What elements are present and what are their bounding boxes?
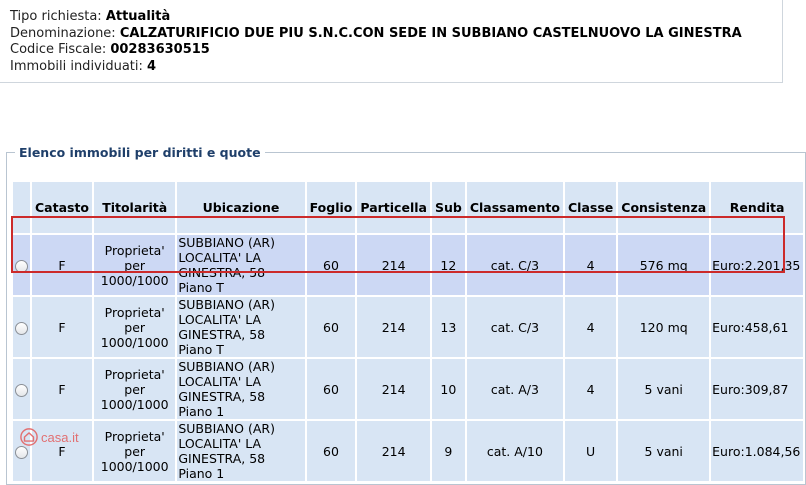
cell-sub: 12 <box>432 235 465 295</box>
titolarita-line-1: Proprieta' per <box>104 428 165 459</box>
titolarita-line-1: Proprieta' per <box>104 366 165 397</box>
cell-consistenza: 576 mq <box>618 235 709 295</box>
row-radio[interactable] <box>15 260 28 273</box>
denominazione-label: Denominazione: <box>10 25 116 41</box>
property-list-legend: Elenco immobili per diritti e quote <box>19 145 261 160</box>
table-row[interactable] <box>13 421 803 481</box>
header-sub: Sub <box>432 182 465 233</box>
cell-sub: 10 <box>432 359 465 419</box>
cell-sub: 9 <box>432 421 465 481</box>
cell-sub: 13 <box>432 297 465 357</box>
ubicazione-line-2: LOCALITA' LA <box>178 374 262 389</box>
immobili-line <box>10 59 782 76</box>
header-titolarita: Titolarità <box>94 182 175 233</box>
cell-classe: U <box>565 421 616 481</box>
ubicazione-line-3: GINESTRA, 58 Piano 1 <box>178 389 266 419</box>
cell-consistenza: 5 vani <box>618 359 709 419</box>
cell-classamento: cat. C/3 <box>467 235 563 295</box>
titolarita-line-1: Proprieta' per <box>104 242 165 273</box>
cell-classamento: cat. C/3 <box>467 297 563 357</box>
row-radio[interactable] <box>15 446 28 459</box>
tipo-richiesta-value: Attualità <box>105 9 171 24</box>
property-list-fieldset <box>6 145 806 485</box>
header-consistenza: Consistenza <box>618 182 709 233</box>
cell-ubicazione <box>177 297 304 357</box>
row-select-cell[interactable] <box>13 235 30 295</box>
titolarita-line-1: Proprieta' per <box>104 304 165 335</box>
property-table <box>11 180 805 483</box>
cell-catasto: F <box>32 359 92 419</box>
header-select <box>13 182 30 233</box>
request-info-panel <box>0 0 783 83</box>
cell-foglio: 60 <box>307 297 356 357</box>
cell-rendita: Euro:2.201,35 <box>711 235 803 295</box>
ubicazione-line-2: LOCALITA' LA <box>178 436 262 451</box>
cell-titolarita <box>94 359 175 419</box>
titolarita-line-2: 1000/1000 <box>100 396 169 412</box>
header-ubicazione: Ubicazione <box>177 182 304 233</box>
immobili-value: 4 <box>147 58 157 74</box>
cell-rendita: Euro:458,61 <box>711 297 803 357</box>
watermark-text: casa.it <box>41 429 79 445</box>
cell-rendita: Euro:309,87 <box>711 359 803 419</box>
cell-foglio: 60 <box>307 235 356 295</box>
ubicazione-line-1: SUBBIANO (AR) <box>178 421 275 436</box>
row-select-cell[interactable] <box>13 297 30 357</box>
table-row[interactable] <box>13 297 803 357</box>
tipo-richiesta-line <box>10 9 782 26</box>
cell-classe: 4 <box>565 297 616 357</box>
header-classe: Classe <box>565 182 616 233</box>
denominazione-line <box>10 26 782 43</box>
house-icon <box>20 428 38 446</box>
header-classamento: Classamento <box>467 182 563 233</box>
cell-ubicazione <box>177 235 304 295</box>
row-radio[interactable] <box>15 322 28 335</box>
cell-catasto: F <box>32 235 92 295</box>
cell-ubicazione <box>177 359 304 419</box>
ubicazione-line-2: LOCALITA' LA <box>178 250 262 265</box>
cell-ubicazione <box>177 421 304 481</box>
row-radio[interactable] <box>15 384 28 397</box>
denominazione-value: CALZATURIFICIO DUE PIU S.N.C.CON SEDE IN SUBBIANO CASTELNUOVO LA GINESTRA <box>119 25 742 41</box>
header-rendita: Rendita <box>711 182 803 233</box>
header-catasto: Catasto <box>32 182 92 233</box>
cell-classe: 4 <box>565 359 616 419</box>
header-particella: Particella <box>357 182 430 233</box>
ubicazione-line-2: LOCALITA' LA <box>178 312 262 327</box>
ubicazione-line-3: GINESTRA, 58 Piano T <box>178 327 266 357</box>
ubicazione-line-1: SUBBIANO (AR) <box>178 359 275 374</box>
cell-consistenza: 5 vani <box>618 421 709 481</box>
cell-titolarita <box>94 421 175 481</box>
titolarita-line-2: 1000/1000 <box>100 458 169 474</box>
table-row[interactable] <box>13 359 803 419</box>
ubicazione-line-3: GINESTRA, 58 Piano T <box>178 265 266 295</box>
titolarita-line-2: 1000/1000 <box>100 334 169 350</box>
row-select-cell[interactable] <box>13 359 30 419</box>
table-header-row <box>13 182 803 233</box>
cell-particella: 214 <box>357 359 430 419</box>
titolarita-line-2: 1000/1000 <box>100 272 169 288</box>
cell-foglio: 60 <box>307 359 356 419</box>
casa-it-watermark <box>20 428 79 446</box>
cell-catasto: F <box>32 297 92 357</box>
cell-titolarita <box>94 297 175 357</box>
cell-particella: 214 <box>357 297 430 357</box>
cell-classe: 4 <box>565 235 616 295</box>
codice-fiscale-value: 00283630515 <box>110 42 210 57</box>
codice-fiscale-label: Codice Fiscale: <box>10 42 107 57</box>
table-row[interactable] <box>13 235 803 295</box>
cell-rendita: Euro:1.084,56 <box>711 421 803 481</box>
cell-classamento: cat. A/10 <box>467 421 563 481</box>
cell-consistenza: 120 mq <box>618 297 709 357</box>
cell-titolarita <box>94 235 175 295</box>
cell-catasto: F <box>32 421 92 481</box>
codice-fiscale-line <box>10 42 782 59</box>
header-foglio: Foglio <box>307 182 356 233</box>
ubicazione-line-3: GINESTRA, 58 Piano 1 <box>178 451 266 481</box>
ubicazione-line-1: SUBBIANO (AR) <box>178 297 275 312</box>
cell-particella: 214 <box>357 235 430 295</box>
tipo-richiesta-label: Tipo richiesta: <box>10 9 102 24</box>
cell-particella: 214 <box>357 421 430 481</box>
ubicazione-line-1: SUBBIANO (AR) <box>178 235 275 250</box>
immobili-label: Immobili individuati: <box>10 58 143 74</box>
cell-foglio: 60 <box>307 421 356 481</box>
cell-classamento: cat. A/3 <box>467 359 563 419</box>
